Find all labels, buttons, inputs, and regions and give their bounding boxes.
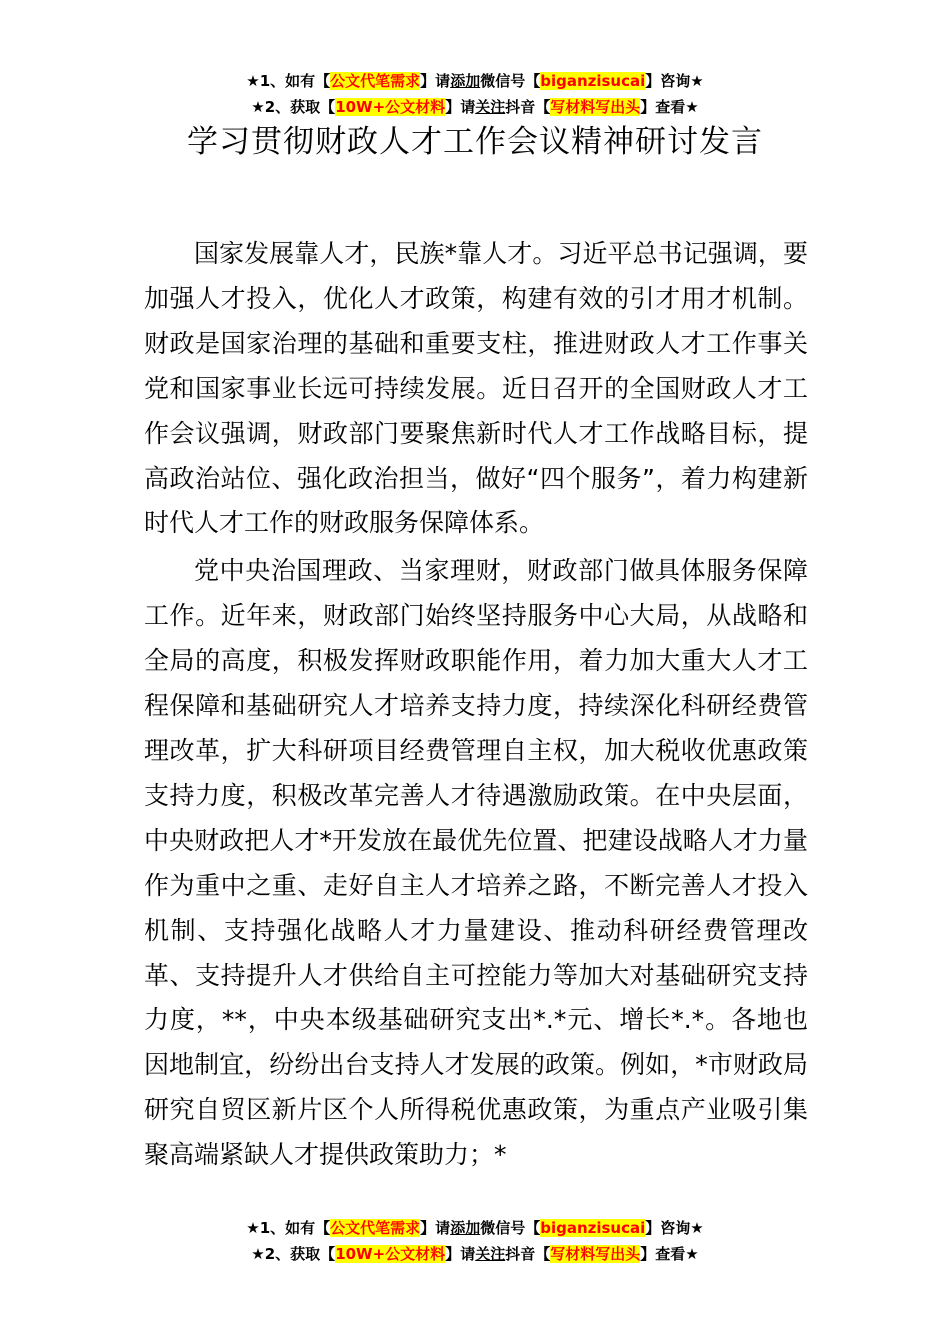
banner-underlined-text: 关注 — [475, 98, 506, 116]
banner-underlined-text: 添加 — [450, 72, 481, 90]
banner-text: 】请 — [420, 72, 451, 90]
banner-text: 微信号【 — [480, 1219, 541, 1237]
highlight-service: 公文代笔需求 — [330, 72, 421, 90]
highlight-douyin-account: 写材料写出头 — [550, 98, 641, 116]
header-banner — [0, 68, 950, 120]
banner-text: 】咨询★ — [645, 72, 704, 90]
highlight-materials: 10W+公文材料 — [335, 1245, 446, 1263]
banner-text: 抖音【 — [505, 98, 551, 116]
document-title: 学习贯彻财政人才工作会议精神研讨发言 — [187, 124, 763, 160]
highlight-wechat-id: biganzisucai — [540, 72, 646, 90]
footer-banner — [0, 1215, 950, 1267]
banner-text: ★2、获取【 — [251, 98, 336, 116]
banner-text: 微信号【 — [480, 72, 541, 90]
banner-underlined-text: 关注 — [475, 1245, 506, 1263]
banner-text: 】请 — [420, 1219, 451, 1237]
banner-line-2 — [0, 1241, 950, 1267]
banner-text: ★1、如有【 — [246, 1219, 331, 1237]
highlight-materials: 10W+公文材料 — [335, 98, 446, 116]
banner-text: 抖音【 — [505, 1245, 551, 1263]
paragraph: 国家发展靠人才，民族*靠人才。习近平总书记强调，要加强人才投入，优化人才政策，构建有效的引才用才机制。财政是国家治理的基础和重要支柱，推进财政人才工作事关党和国家事业长远可持续发展。近日召开的全国财政人才工作会议强调，财政部门要聚焦新时代人才工作战略目标，提高政治站位、强化政治担当，做好“四个服务”，着力构建新时代人才工作的财政服务保障体系。 — [144, 239, 808, 538]
banner-text: 】咨询★ — [645, 1219, 704, 1237]
document-body — [144, 232, 808, 1181]
highlight-douyin-account: 写材料写出头 — [550, 1245, 641, 1263]
banner-text: 】请 — [445, 1245, 476, 1263]
highlight-wechat-id: biganzisucai — [540, 1219, 646, 1237]
banner-line-1 — [0, 68, 950, 94]
highlight-service: 公文代笔需求 — [330, 1219, 421, 1237]
banner-line-1 — [0, 1215, 950, 1241]
banner-underlined-text: 添加 — [450, 1219, 481, 1237]
banner-text: 】查看★ — [640, 98, 699, 116]
banner-text: ★1、如有【 — [246, 72, 331, 90]
banner-text: 】查看★ — [640, 1245, 699, 1263]
banner-text: 】请 — [445, 98, 476, 116]
banner-line-2 — [0, 94, 950, 120]
paragraph: 党中央治国理政、当家理财，财政部门做具体服务保障工作。近年来，财政部门始终坚持服务中心大局，从战略和全局的高度，积极发挥财政职能作用，着力加大重大人才工程保障和基础研究人才培养支持力度，持续深化科研经费管理改革，扩大科研项目经费管理自主权，加大税收优惠政策支持力度，积极改革完善人才待遇激励政策。在中央层面，中央财政把人才*开发放在最优先位置、把建设战略人才力量作为重中之重、走好自主人才培养之路，不断完善人才投入机制、支持强化战略人才力量建设、推动科研经费管理改革、支持提升人才供给自主可控能力等加大对基础研究支持力度，**，中央本级基础研究支出*.*元、增长*.*。各地也因地制宜，纷纷出台支持人才发展的政策。例如，*市财政局研究自贸区新片区个人所得税优惠政策，为重点产业吸引集聚高端紧缺人才提供政策助力；* — [144, 556, 808, 1170]
banner-text: ★2、获取【 — [251, 1245, 336, 1263]
